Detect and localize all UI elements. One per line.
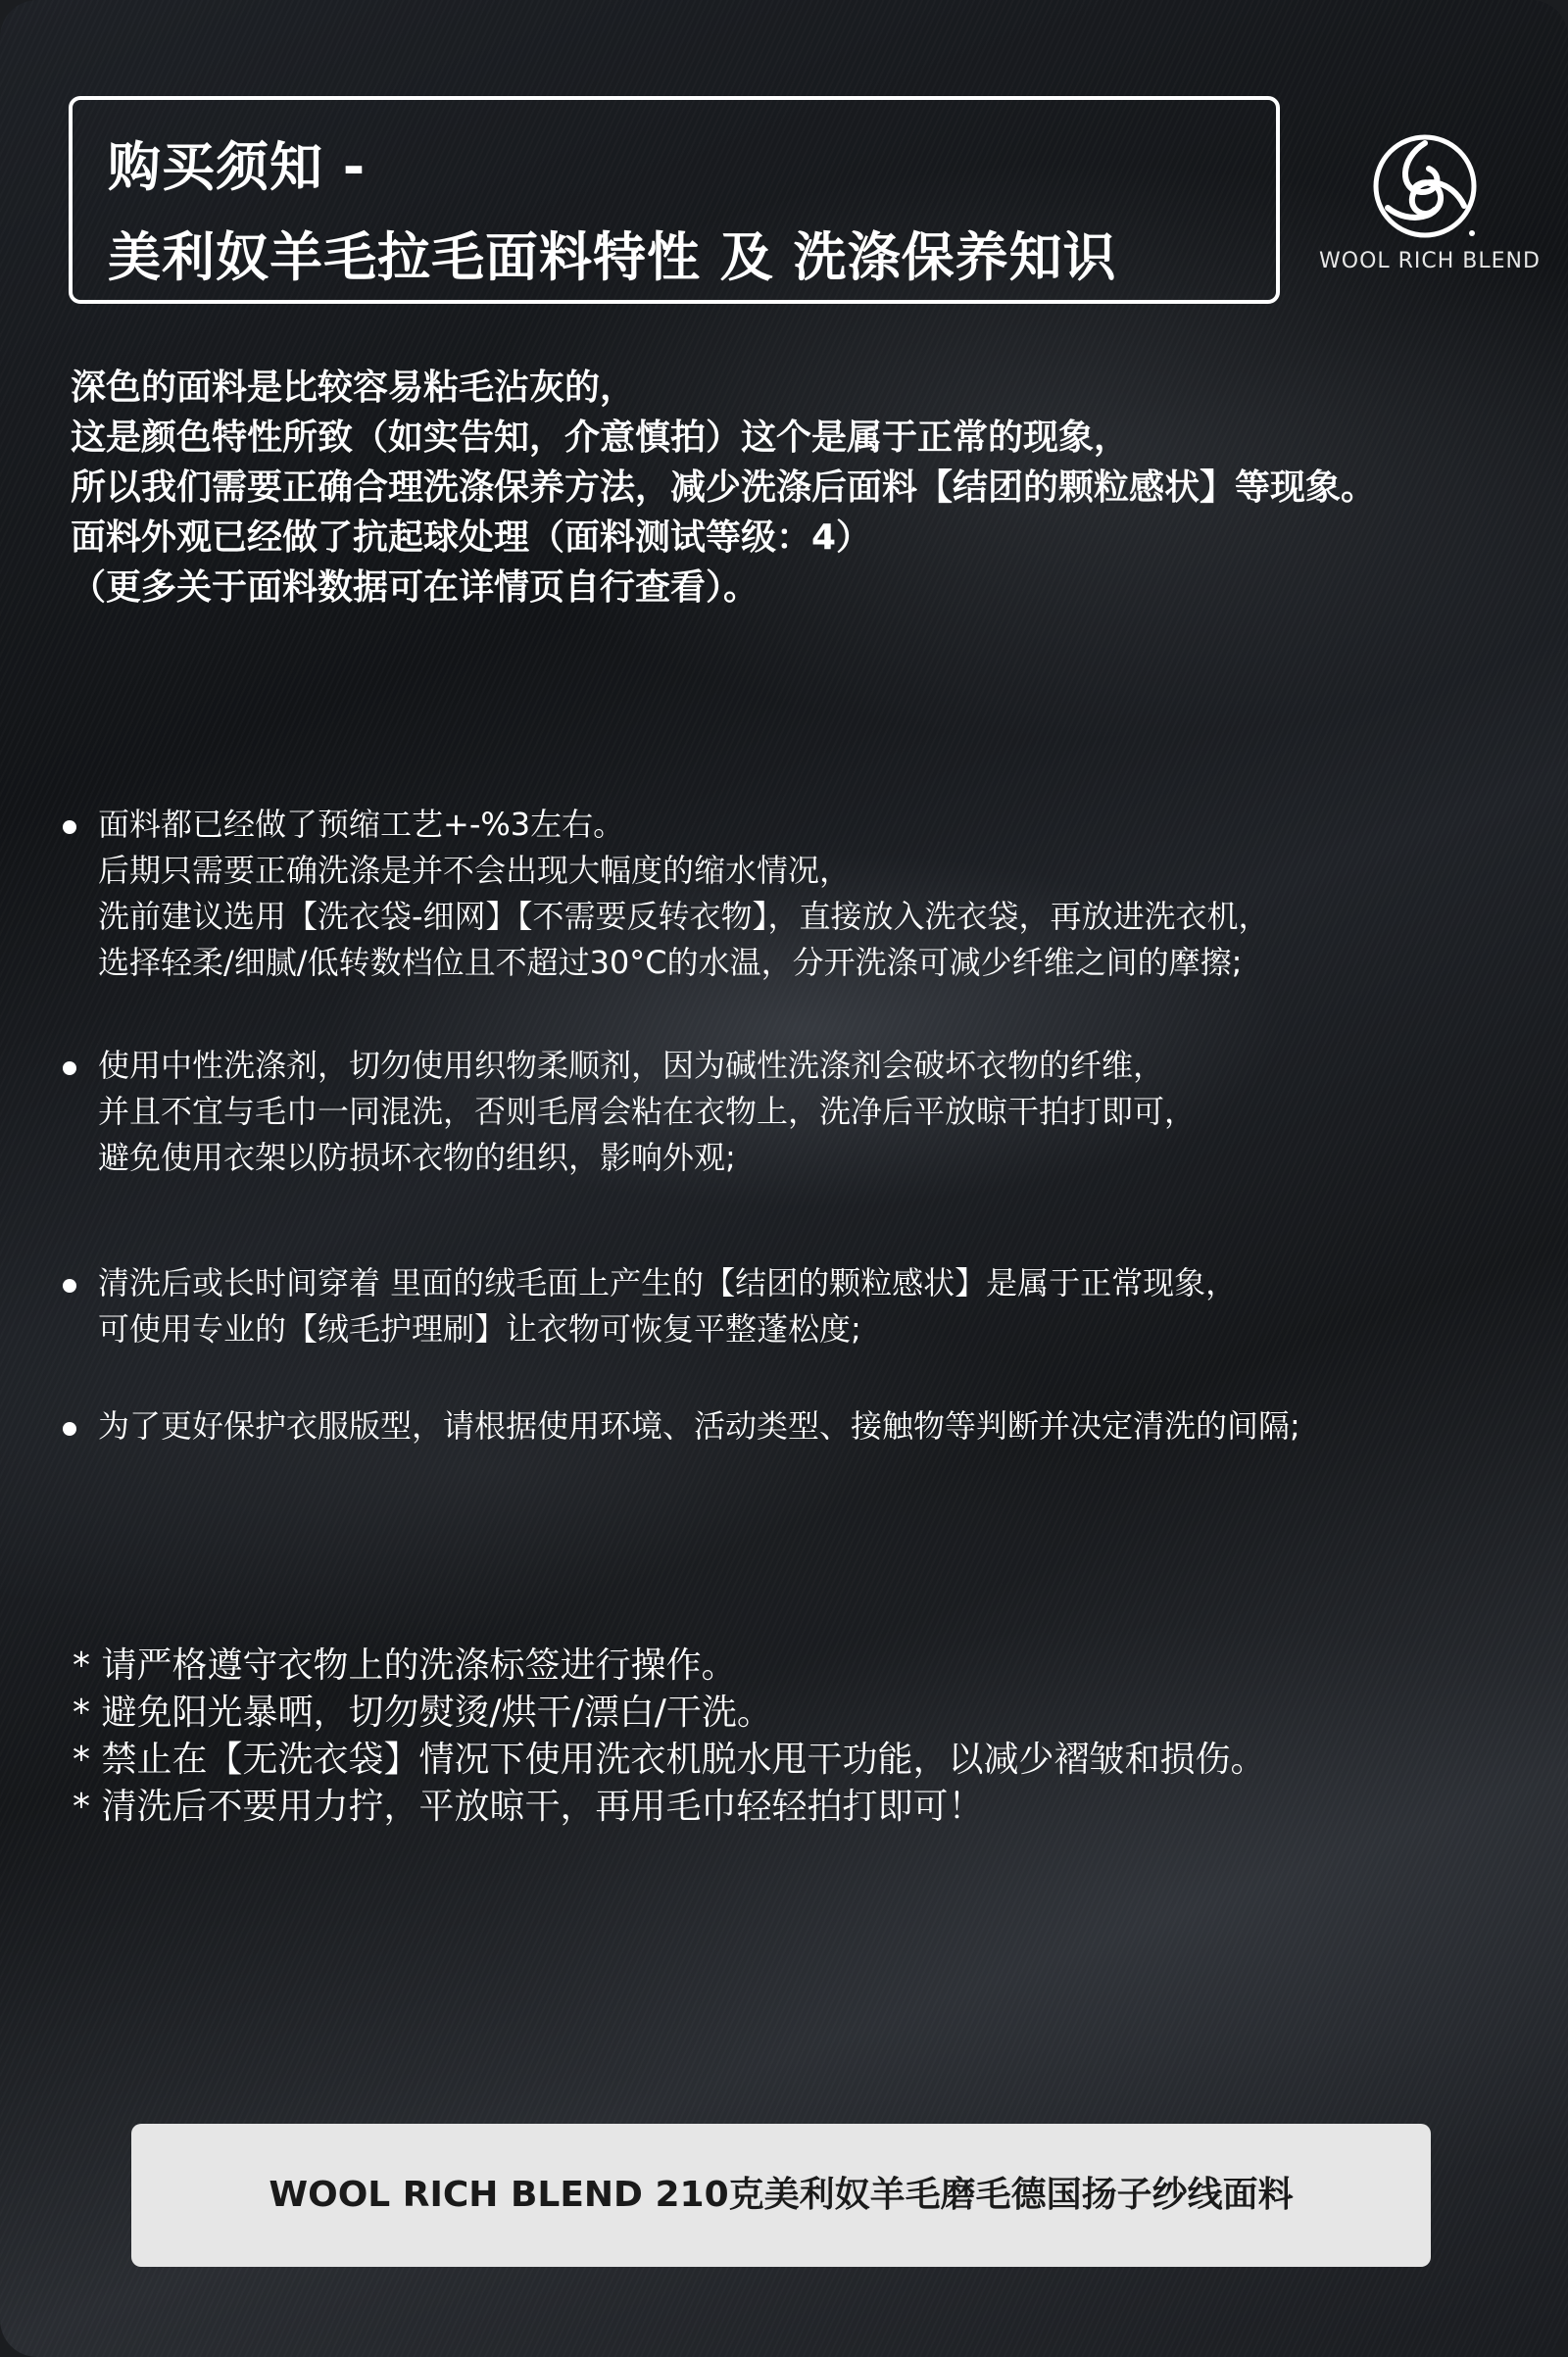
note-line: * 清洗后不要用力拧，平放晾干，再用毛巾轻轻拍打即可！: [73, 1787, 984, 1827]
wool-swirl-logo-icon: [1370, 131, 1480, 241]
intro-line: 面料外观已经做了抗起球处理（面料测试等级：4）: [71, 517, 872, 558]
bullet-line: 面料都已经做了预缩工艺+-%3左右。: [98, 806, 625, 843]
care-bullet-list: [61, 802, 1531, 1445]
care-notes: [73, 1643, 1265, 1831]
bullet-line: 为了更好保护衣服版型，请根据使用环境、活动类型、接触物等判断并决定清洗的间隔;: [98, 1407, 1300, 1445]
intro-line: 深色的面料是比较容易粘毛沾灰的，: [71, 368, 636, 408]
bullet-line: 避免使用衣架以防损坏衣物的组织，影响外观;: [98, 1139, 736, 1176]
bullet-item-wash-interval: [61, 1403, 1300, 1449]
bullet-line: 清洗后或长时间穿着 里面的绒毛面上产生的【结团的颗粒感状】是属于正常现象，: [98, 1264, 1238, 1301]
bullet-line: 可使用专业的【绒毛护理刷】让衣物可恢复平整蓬松度;: [98, 1310, 861, 1348]
bullet-line: 并且不宜与毛巾一同混洗，否则毛屑会粘在衣物上，洗净后平放晾干拍打即可，: [98, 1093, 1197, 1130]
intro-paragraph: [71, 363, 1376, 613]
bullet-line: 后期只需要正确洗涤是并不会出现大幅度的缩水情况，: [98, 852, 852, 889]
intro-line: 这是颜色特性所致（如实告知，介意慎拍）这个是属于正常的现象，: [71, 417, 1130, 458]
note-line: * 禁止在【无洗衣袋】情况下使用洗衣机脱水甩干功能，以减少褶皱和损伤。: [73, 1740, 1266, 1780]
title-frame: [69, 96, 1280, 304]
bullet-line: 洗前建议选用【洗衣袋-细网】【不需要反转衣物】，直接放入洗衣袋，再放进洗衣机，: [98, 898, 1270, 935]
bullet-dot-icon: [63, 1279, 76, 1293]
intro-line: （更多关于面料数据可在详情页自行查看）。: [71, 567, 760, 608]
page-title-line-1: 购买须知 -: [108, 136, 367, 198]
note-line: * 请严格遵守衣物上的洗涤标签进行操作。: [73, 1645, 737, 1686]
bullet-dot-icon: [63, 820, 76, 834]
fabric-label-text: WOOL RICH BLEND 210克美利奴羊毛磨毛德国扬子纱线面料: [269, 2175, 1294, 2215]
bullet-line: 选择轻柔/细腻/低转数档位且不超过30°C的水温，分开洗涤可减少纤维之间的摩擦;: [98, 944, 1243, 981]
bullet-dot-icon: [63, 1061, 76, 1075]
intro-line: 所以我们需要正确合理洗涤保养方法，减少洗涤后面料【结团的颗粒感状】等现象。: [71, 467, 1377, 508]
bullet-item-pilling: [61, 1260, 1237, 1352]
bullet-item-detergent: [61, 1043, 1196, 1181]
bullet-item-preshrink: [61, 802, 1531, 986]
bullet-dot-icon: [63, 1422, 76, 1436]
brand-name: WOOL RICH BLEND: [1319, 249, 1541, 273]
bullet-line: 使用中性洗涤剂，切勿使用织物柔顺剂，因为碱性洗涤剂会破坏衣物的纤维，: [98, 1047, 1165, 1084]
page-title-line-2: 美利奴羊毛拉毛面料特性 及 洗涤保养知识: [108, 226, 1117, 288]
fabric-label-banner: [131, 2124, 1431, 2267]
note-line: * 避免阳光暴晒，切勿熨烫/烘干/漂白/干洗。: [73, 1693, 772, 1733]
